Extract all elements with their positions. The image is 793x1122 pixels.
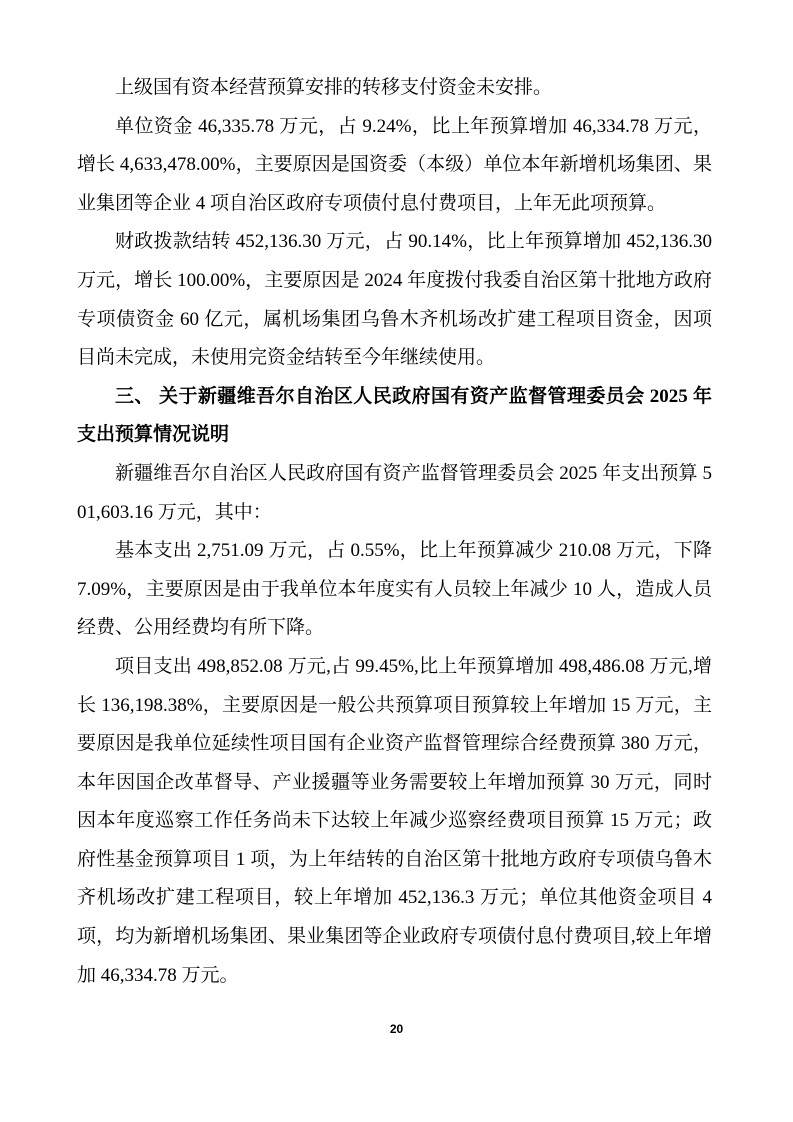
section-heading-expenditure-budget: 三、 关于新疆维吾尔自治区人民政府国有资产监督管理委员会 2025 年支出预算情况说明 [77,385,712,446]
paragraph-total-expenditure: 新疆维吾尔自治区人民政府国有资产监督管理委员会 2025 年支出预算 501,603.16 万元，其中： [77,462,712,523]
paragraph-fiscal-carryover: 财政拨款结转 452,136.30 万元，占 90.14%，比上年预算增加 452,136.30 万元，增长 100.00%，主要原因是 2024 年度拨付我委自治区第十批地方政府专项债资金 60 亿元，属机场集团乌鲁木齐机场改扩建工程项目资金，因项目尚未完成，未使用完资金结转至今年继续使用。 [77,231,712,369]
paragraph-superior-transfer: 上级国有资本经营预算安排的转移支付资金未安排。 [115,77,553,98]
page-number: 20 [389,1022,404,1036]
document-body [77,69,712,995]
paragraph-project-expenditure: 项目支出 498,852.08 万元,占 99.45%,比上年预算增加 498,486.08 万元,增长 136,198.38%，主要原因是一般公共预算项目预算较上年增加 15 万元，主要原因是我单位延续性项目国有企业资产监督管理综合经费预算 380 万元，本年因国企改革督导、产业援疆等业务需要较上年增加预算 30 万元，同时因本年度巡察工作任务尚未下达较上年减少巡察经费项目预算 15 万元；政府性基金预算项目 1 项，为上年结转的自治区第十批地方政府专项债乌鲁木齐机场改扩建工程项目，较上年增加 452,136.3 万元；单位其他资金项目 4 项，均为新增机场集团、果业集团等企业政府专项债付息付费项目,较上年增加 46,334.78 万元。 [77,655,712,986]
paragraph-unit-funds: 单位资金 46,335.78 万元，占 9.24%，比上年预算增加 46,334.78 万元，增长 4,633,478.00%，主要原因是国资委（本级）单位本年新增机场集团、果业集团等企业 4 项自治区政府专项债付息付费项目，上年无此项预算。 [77,115,712,214]
paragraph-basic-expenditure: 基本支出 2,751.09 万元，占 0.55%，比上年预算减少 210.08 万元，下降 7.09%，主要原因是由于我单位本年度实有人员较上年减少 10 人，造成人员经费、公用经费均有所下降。 [77,540,712,639]
